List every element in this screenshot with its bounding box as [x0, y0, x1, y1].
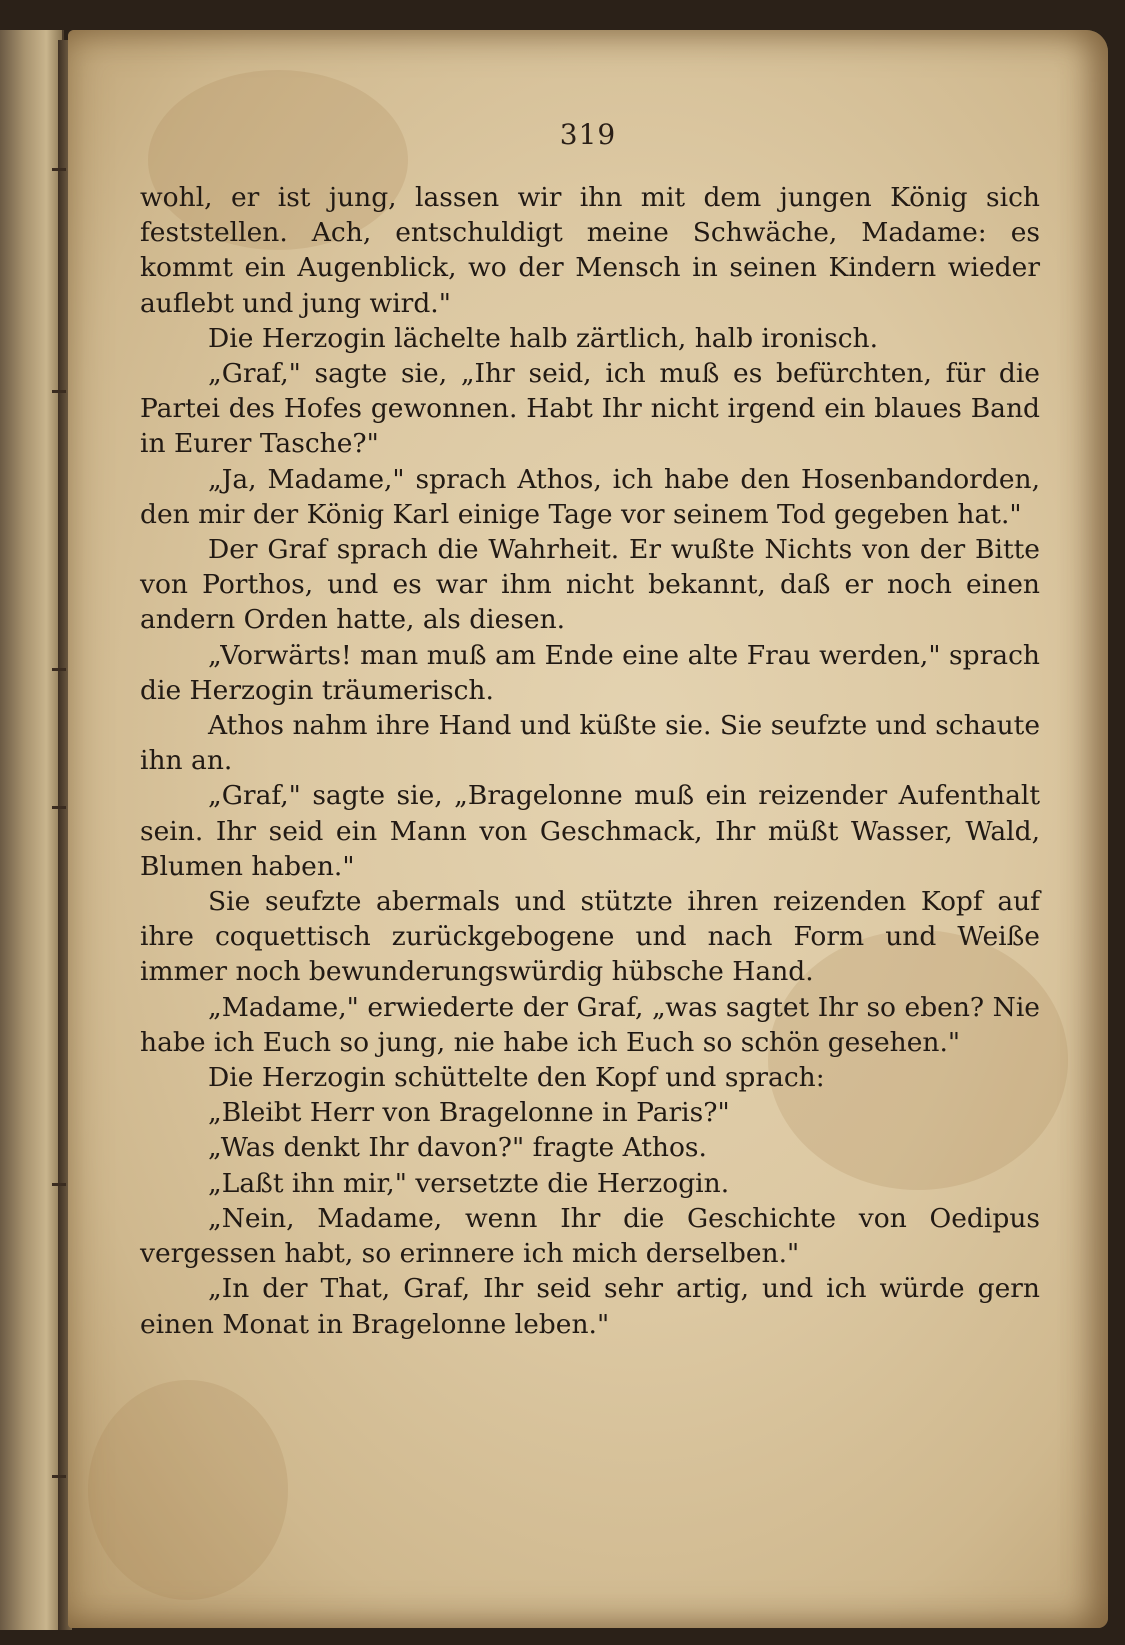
paragraph: „Vorwärts! man muß am Ende eine alte Frau werden," sprach die Herzogin träumerisch. — [140, 639, 1040, 706]
binding-mark — [52, 390, 66, 393]
paragraph: „Madame," erwiederte der Graf, „was sagtet Ihr so eben? Nie habe ich Euch so jung, nie habe ich Euch so schön gesehen." — [140, 991, 1040, 1058]
paragraph: Athos nahm ihre Hand und küßte sie. Sie seufzte und schaute ihn an. — [140, 710, 1040, 777]
paragraph: „Graf," sagte sie, „Bragelonne muß ein reizender Aufenthalt sein. Ihr seid ein Mann von Geschmack, Ihr müßt Wasser, Wald, Blumen haben." — [140, 780, 1040, 882]
paragraph: „Ja, Madame," sprach Athos, ich habe den Hosenbandorden, den mir der König Karl einige Tage vor seinem Tod gegeben hat." — [140, 463, 1040, 530]
book-page — [68, 30, 1108, 1628]
paragraph: „Graf," sagte sie, „Ihr seid, ich muß es befürchten, für die Partei des Hofes gewonnen. Habt Ihr nicht irgend ein blaues Band in Eurer Tasche?" — [140, 358, 1040, 460]
paper-stain — [88, 1380, 288, 1600]
binding-mark — [52, 1475, 66, 1478]
paragraph: Die Herzogin schüttelte den Kopf und sprach: — [208, 1062, 825, 1094]
paragraph: Die Herzogin lächelte halb zärtlich, halb ironisch. — [208, 322, 879, 354]
page-body-text — [140, 180, 1040, 1342]
binding-mark — [52, 806, 66, 809]
left-page-edge — [0, 30, 64, 1630]
paragraph: „Bleibt Herr von Bragelonne in Paris?" — [208, 1097, 730, 1129]
paragraph: „Was denkt Ihr davon?" fragte Athos. — [208, 1132, 707, 1164]
paragraph: wohl, er ist jung, lassen wir ihn mit dem jungen König sich feststellen. Ach, entschuldigt meine Schwäche, Madame: es kommt ein Augenblick, wo der Mensch in seinen Kindern wieder auflebt und jung wird." — [140, 182, 1040, 319]
paragraph: Der Graf sprach die Wahrheit. Er wußte Nichts von der Bitte von Porthos, und es war ihm nicht bekannt, daß er noch einen andern Orden hatte, als diesen. — [140, 534, 1040, 636]
paragraph: „Nein, Madame, wenn Ihr die Geschichte von Oedipus vergessen habt, so erinnere ich mich derselben." — [140, 1202, 1040, 1270]
page-number: 319 — [559, 118, 617, 151]
paragraph: „In der That, Graf, Ihr seid sehr artig, und ich würde gern einen Monat in Bragelonne leben." — [140, 1273, 1040, 1340]
paragraph: Sie seufzte abermals und stützte ihren reizenden Kopf auf ihre coquettisch zurückgebogene und nach Form und Weiße immer noch bewunderungswürdig hübsche Hand. — [140, 886, 1040, 988]
binding-mark — [52, 1183, 66, 1186]
binding-mark — [52, 168, 66, 171]
paragraph: „Laßt ihn mir," versetzte die Herzogin. — [208, 1167, 730, 1199]
binding-mark — [52, 668, 66, 671]
